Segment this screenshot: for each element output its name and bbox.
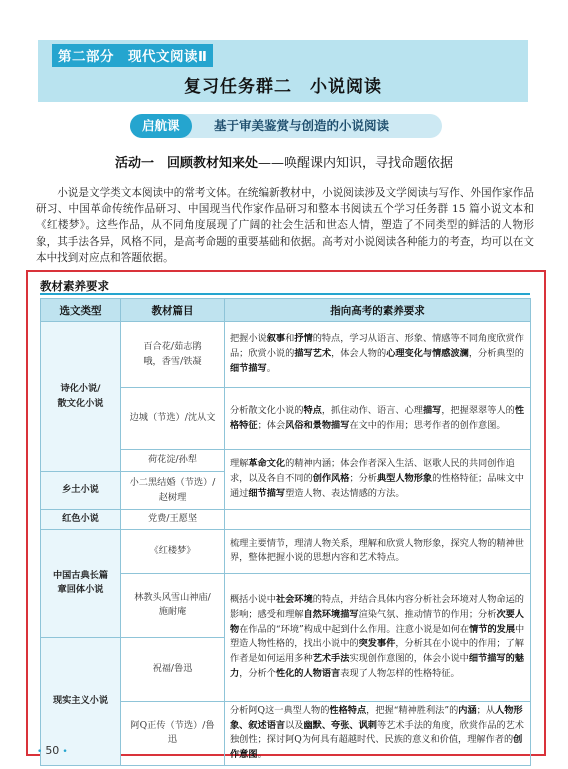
title-cell: 《红楼梦》 <box>121 529 225 573</box>
group-title: 复习任务群二 小说阅读 <box>184 77 382 97</box>
lesson-bar <box>130 114 442 138</box>
header-cell: 选文类型 <box>41 299 121 322</box>
key-phrase: 内涵 <box>458 704 477 716</box>
dot-icon: • <box>62 747 68 757</box>
type-cell: 中国古典长篇 章回体小说 <box>41 529 121 637</box>
key-phrase: 革命文化 <box>248 458 286 470</box>
requirement-cell <box>225 322 531 388</box>
key-phrase: 心理变化与情感波澜 <box>386 348 469 360</box>
section-label: 教材素养要求 <box>40 279 109 293</box>
requirement-cell <box>225 701 531 765</box>
key-phrase: 描写艺术 <box>294 348 332 360</box>
type-cell: 乡土小说 <box>41 472 121 510</box>
page-number: • 50 • <box>37 744 68 757</box>
requirement-cell <box>225 388 531 450</box>
requirement-text: 概括小说中 <box>230 593 276 605</box>
key-phrase: 抒情 <box>294 333 313 345</box>
lesson-tag: 启航课 <box>130 114 192 138</box>
title-cell: 荷花淀/孙犁 <box>121 450 225 472</box>
requirement-text: 分析阿Q这一典型人物的 <box>230 704 330 716</box>
requirement-text: ，分析典型的 <box>468 348 524 360</box>
title-cell: 阿Q正传（节选）/鲁迅 <box>121 701 225 765</box>
key-phrase: 细节描写 <box>230 362 267 374</box>
part-label: 第二部分 现代文阅读Ⅱ <box>52 44 213 67</box>
section-heading <box>40 278 530 294</box>
type-cell: 红色小说 <box>41 510 121 530</box>
key-phrase: 情节的发展 <box>469 623 516 635</box>
title-cell: 祝福/鲁迅 <box>121 637 225 701</box>
requirement-text: 梳理主要情节，理清人物关系，理解和欣赏人物形象，探究人物的精神世界，整体把握小说的思想内容和艺术特点。 <box>230 537 524 564</box>
requirement-cell <box>225 573 531 701</box>
intro-paragraph: 小说是文学类文本阅读中的常考文体。在统编新教材中，小说阅读涉及文学阅读与写作、外国作家作品研习、中国革命传统作品研习、中国现当代作家作品研习和整本书阅读五个学习任务群 15 篇小说文本和《红楼梦》。这些作品，从不同角度展现了广阔的社会生活和世态人情，塑造了不同类型的鲜活的人物形象，其手法各异，风格不同，是高考命题的重要基础和依据。高考对小说阅读各种能力的考查，均可以在文本中找到对应点和答题依据。 <box>36 186 534 265</box>
requirement-text: ；从 <box>476 704 496 716</box>
key-phrase: 描写 <box>422 404 442 416</box>
requirement-text: ，分析个 <box>239 667 276 679</box>
requirement-text: 。 <box>257 749 267 761</box>
requirement-text: 以及 <box>285 719 304 731</box>
requirement-text: 表现了人物怎样的性格特征。 <box>340 667 460 679</box>
key-phrase: 特点 <box>303 404 322 416</box>
title-cell: 边城（节选）/沈从文 <box>121 388 225 450</box>
requirement-text: ，把握翠翠等人的 <box>441 404 515 416</box>
key-phrase: 艺术手法 <box>312 653 350 665</box>
table-header-row <box>41 299 531 322</box>
requirement-text: ，抓住动作、语言、心理 <box>321 404 423 416</box>
table-row <box>41 529 531 573</box>
key-phrase: 性化的人物语言 <box>275 667 341 679</box>
header-cell: 教材篇目 <box>121 299 225 322</box>
key-phrase: 创作风格 <box>312 473 350 485</box>
activity-title: 活动一 回顾教材知来处 <box>114 156 258 171</box>
requirement-text: 的精神内涵；体会作者深入生活、讴歌人民的共同创作追求，以及各自不同的 <box>230 458 515 485</box>
title-cell: 党费/王愿坚 <box>121 510 225 530</box>
requirement-text: 理解 <box>230 458 249 470</box>
table-row <box>41 322 531 388</box>
requirement-text: 在作品的“环境”构成中起到什么作用。注意小说是如何在 <box>239 623 470 635</box>
title-cell: 百合花/茹志鹃 哦，香雪/铁凝 <box>121 322 225 388</box>
requirement-text: 塑造人物、表达情感的方法。 <box>285 487 405 499</box>
requirement-text: 等艺术手法的角度，欣赏作品的艺术独创性；探讨阿Q为何具有超越时代、民族的意义和价值，理解作者的 <box>230 719 524 746</box>
key-phrase: 典型人物形象 <box>377 473 433 485</box>
requirement-text: 。 <box>266 362 276 374</box>
key-phrase: 风俗和景物描写 <box>285 419 350 431</box>
requirement-text: ，分析其在小说中的作用；了解作者是如何运用多种 <box>230 638 524 665</box>
type-cell: 现实主义小说 <box>41 637 121 765</box>
title-cell: 林教头风雪山神庙/ 施耐庵 <box>121 573 225 637</box>
requirement-cell <box>225 450 531 510</box>
key-phrase: 叙事 <box>266 333 286 345</box>
key-phrase: 自然环境描写 <box>303 608 359 620</box>
key-phrase: 人物形象、叙述语言 <box>230 704 523 731</box>
requirement-text: 渲染气氛、推动情节的作用；分析 <box>358 608 497 620</box>
requirement-text: 分析散文化小说的 <box>230 404 304 416</box>
requirement-text: 把握小说 <box>230 333 267 345</box>
requirement-cell <box>225 510 531 530</box>
requirement-text: ，把握“精神胜利法”的 <box>366 704 459 716</box>
key-phrase: 性格特征 <box>230 404 524 431</box>
key-phrase: 细节描写 <box>248 487 286 499</box>
requirement-text: 的特点，并结合具体内容分析社会环境对人物命运的影响；感受和理解 <box>230 593 524 620</box>
key-phrase: 次要人物 <box>230 608 524 635</box>
lesson-title: 基于审美鉴赏与创造的小说阅读 <box>214 118 390 133</box>
key-phrase: 性格特点 <box>329 704 367 716</box>
key-phrase: 创作意图 <box>230 734 523 761</box>
requirement-cell <box>225 529 531 573</box>
title-cell: 小二黑结婚（节选）/ 赵树理 <box>121 472 225 510</box>
requirement-text: 的特点，学习从语言、形象、情感等不同角度欣赏作品；欣赏小说的 <box>230 333 524 360</box>
section-divider <box>40 293 530 295</box>
key-phrase: 幽默、夸张、讽刺 <box>303 719 377 731</box>
chapter-banner <box>38 40 528 102</box>
key-phrase: 突发事件 <box>358 638 396 650</box>
activity-heading <box>0 152 568 171</box>
header-cell: 指向高考的素养要求 <box>225 299 531 322</box>
key-phrase: 细节描写的魅力 <box>230 653 524 679</box>
key-phrase: 社会环境 <box>275 593 313 605</box>
activity-subtitle: ——唤醒课内知识，寻找命题依据 <box>258 156 454 171</box>
requirement-text: 在文中的作用；思考作者的创作意图。 <box>349 419 506 431</box>
requirement-text: 中塑造人物性格的，找出小说中的 <box>230 623 525 650</box>
type-cell: 诗化小说/ 散文化小说 <box>41 322 121 472</box>
table-row <box>41 510 531 530</box>
requirements-table <box>40 298 531 766</box>
requirement-text: ，体会人物的 <box>331 348 387 360</box>
requirement-text: 和 <box>285 333 295 345</box>
requirement-text: ；体会 <box>257 419 286 431</box>
requirement-text: 实现创作意图的，体会小说中 <box>349 653 469 665</box>
requirement-text: ；分析 <box>349 473 377 485</box>
dot-icon: • <box>37 747 43 757</box>
requirement-text: 的性格特征；品味文中通过 <box>230 473 524 499</box>
